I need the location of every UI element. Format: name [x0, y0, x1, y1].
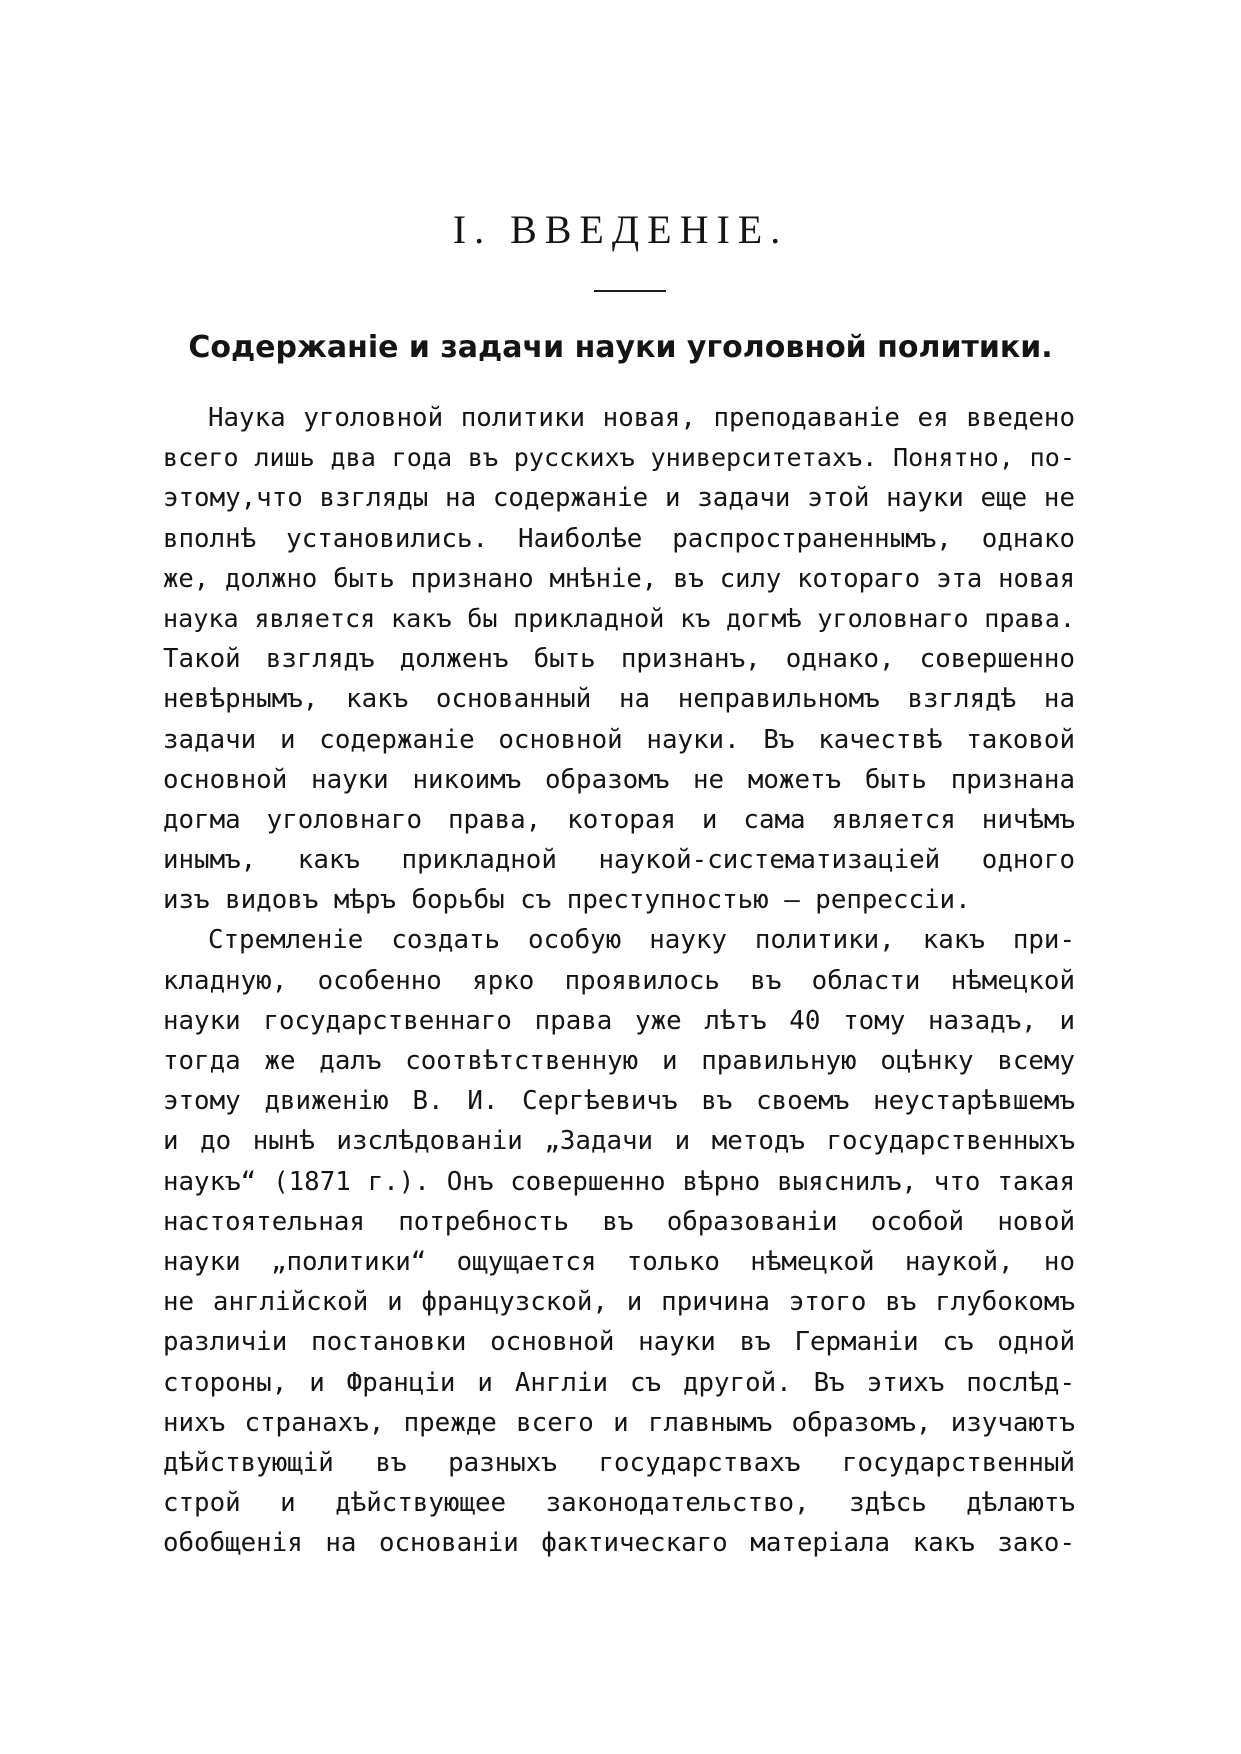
text-line: инымъ, какъ прикладной наукой-систематизаціей одного	[163, 845, 1075, 876]
text-line: дѣйствующій въ разныхъ государствахъ государственный	[163, 1447, 1075, 1478]
text-line: настоятельная потребность въ образованіи особой новой	[163, 1206, 1075, 1237]
text-line: невѣрнымъ, какъ основанный на неправильномъ взглядѣ на	[163, 684, 1075, 715]
text-line: же, должно быть признано мнѣніе, въ силу котораго эта новая	[163, 563, 1075, 594]
text-line: Такой взглядъ долженъ быть признанъ, однако, совершенно	[163, 644, 1075, 675]
text-line: основной науки никоимъ образомъ не можетъ быть признана	[163, 764, 1075, 795]
text-line: науки государственнаго права уже лѣтъ 40 тому назадъ, и	[163, 1005, 1075, 1036]
text-line: Наука уголовной политики новая, преподаваніе ея введено	[208, 403, 1075, 433]
text-line: различіи постановки основной науки въ Германіи съ одной	[163, 1327, 1075, 1358]
text-line: задачи и содержаніе основной науки. Въ качествѣ таковой	[163, 724, 1075, 755]
text-line: догма уголовнаго права, которая и сама является ничѣмъ	[163, 804, 1075, 835]
text-line: Стремленіе создать особую науку политики, какъ при-	[208, 925, 1075, 956]
text-line: изъ видовъ мѣръ борьбы съ преступностью – репрессіи.	[163, 885, 971, 916]
text-line: науки „политики“ ощущается только нѣмецкой наукой, но	[163, 1246, 1075, 1277]
chapter-title: I. ВВЕДЕНІЕ.	[452, 207, 789, 252]
text-line: вполнѣ установились. Наиболѣе распространеннымъ, однако	[163, 523, 1075, 554]
text-line: наукъ“ (1871 г.). Онъ совершенно вѣрно выяснилъ, что такая	[163, 1166, 1075, 1197]
text-line: кладную, особенно ярко проявилось въ области нѣмецкой	[163, 965, 1075, 996]
text-line: и до нынѣ изслѣдованіи „Задачи и методъ государственныхъ	[163, 1126, 1075, 1157]
text-line: этому движенію В. И. Сергѣевичъ въ своемъ неустарѣвшемъ	[163, 1086, 1075, 1117]
text-line: не англійской и французской, и причина этого въ глубокомъ	[163, 1287, 1075, 1318]
text-line: строй и дѣйствующее законодательство, здѣсь дѣлаютъ	[163, 1488, 1075, 1519]
section-heading: Содержаніе и задачи науки уголовной политики.	[188, 330, 1053, 365]
text-line: всего лишь два года въ русскихъ университетахъ. Понятно, по-	[163, 443, 1075, 473]
text-line: наука является какъ бы прикладной къ догмѣ уголовнаго права.	[163, 603, 1075, 633]
text-line: нихъ странахъ, прежде всего и главнымъ образомъ, изучаютъ	[163, 1407, 1075, 1438]
text-line: этому,что взгляды на содержаніе и задачи этой науки еще не	[163, 483, 1075, 514]
text-line: обобщенія на основаніи фактическаго матеріала какъ зако-	[163, 1528, 1075, 1559]
title-divider	[594, 290, 666, 292]
body-text	[163, 398, 1075, 1563]
text-line: стороны, и Франціи и Англіи съ другой. Въ этихъ послѣд-	[163, 1367, 1075, 1398]
text-line: тогда же далъ соотвѣтственную и правильную оцѣнку всему	[163, 1046, 1075, 1076]
